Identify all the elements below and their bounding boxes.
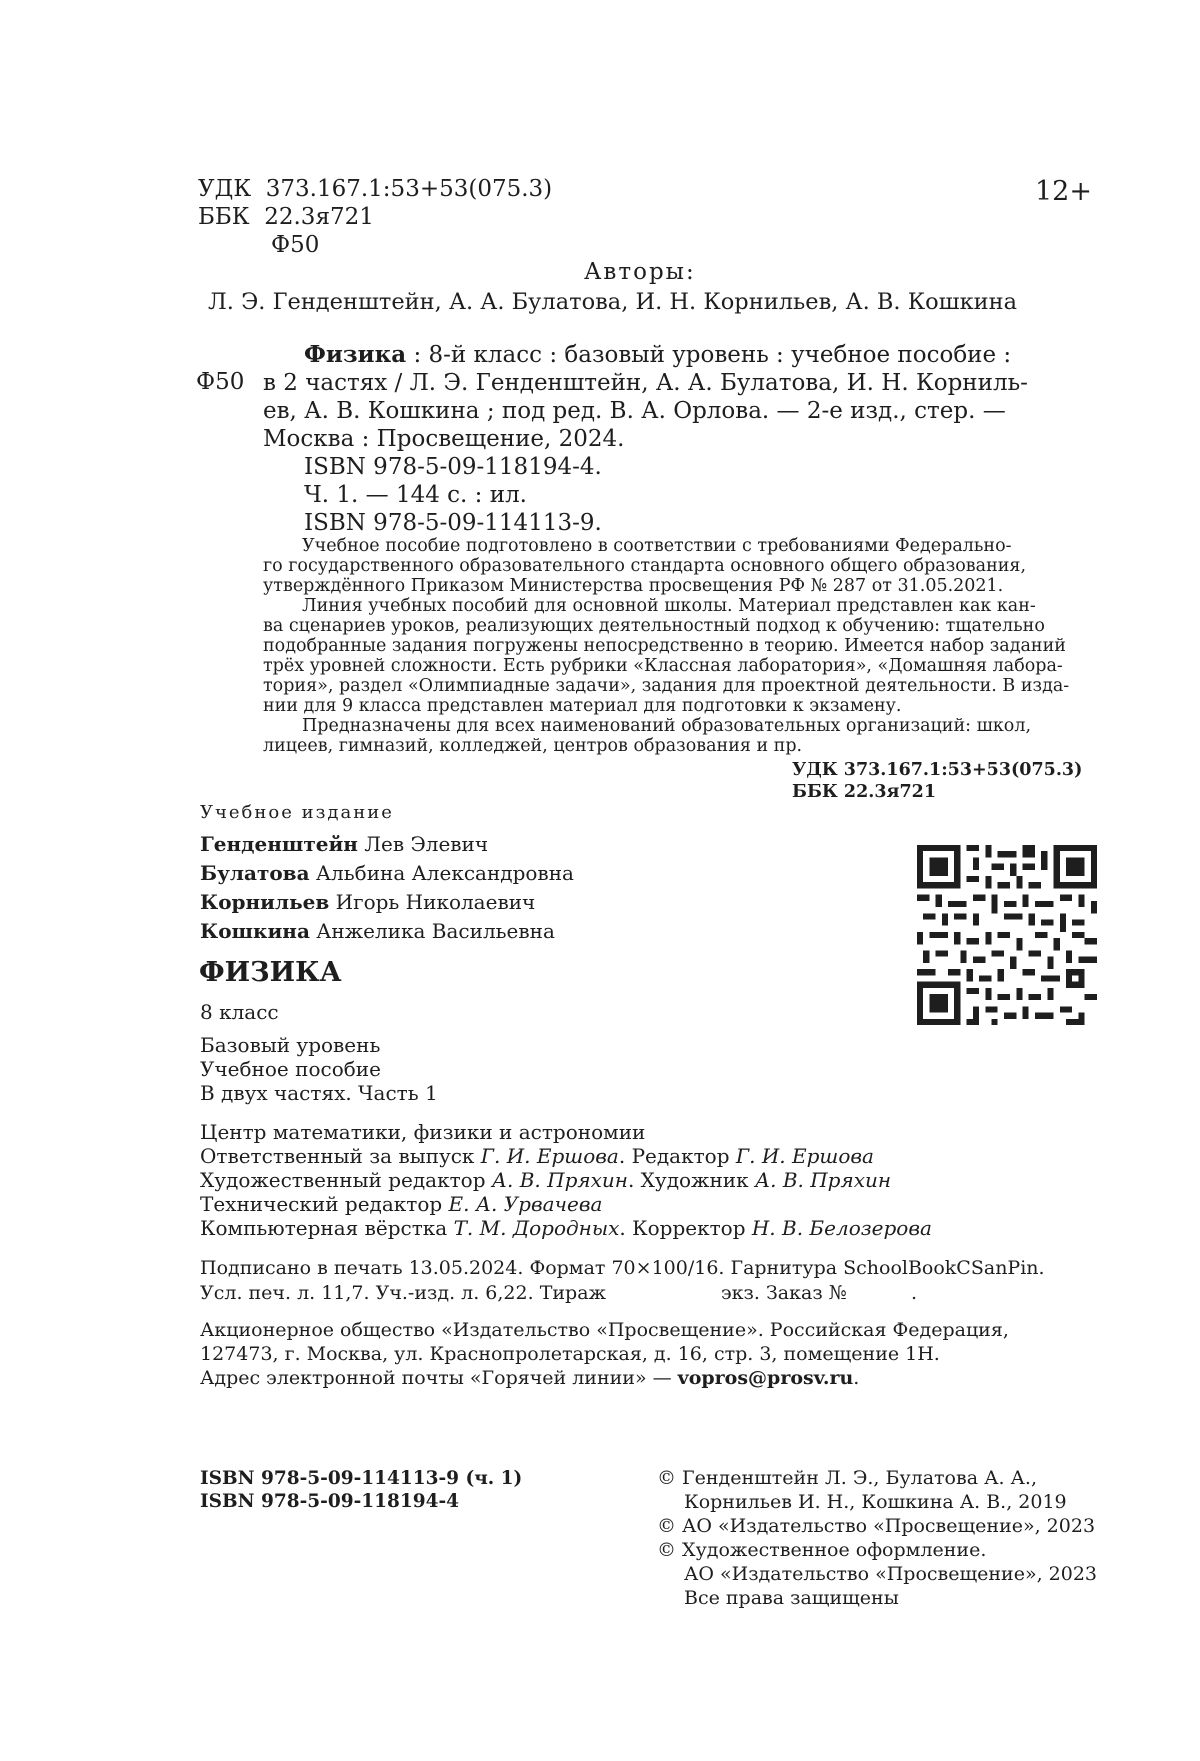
author-name: Анжелика Васильевна: [316, 919, 555, 943]
annot-p2-l4: трёх уровней сложности. Есть рубрики «Классная лаборатория», «Домашняя лабора-: [263, 656, 1063, 676]
author-row-4: [200, 919, 555, 944]
editor-label: . Редактор: [618, 1144, 736, 1168]
publisher-line3c: .: [853, 1367, 860, 1389]
corrector-name: Н. В. Белозерова: [751, 1216, 932, 1240]
print-line2: [200, 1281, 606, 1306]
annot-bbk: [792, 782, 936, 802]
udk-value: 373.167.1:53+53(075.3): [265, 176, 553, 202]
biblio-line2: в 2 частях / Л. Э. Генденштейн, А. А. Булатова, И. Н. Корниль-: [263, 370, 1028, 396]
copyright-1a: © Генденштейн Л. Э., Булатова А. А.,: [657, 1467, 1037, 1489]
biblio-line4: Москва : Просвещение, 2024.: [263, 426, 625, 452]
copyright-2: © АО «Издательство «Просвещение», 2023: [657, 1515, 1096, 1537]
book-level: Базовый уровень: [200, 1033, 381, 1057]
qr-code: [917, 845, 1097, 1025]
publisher-line1: Акционерное общество «Издательство «Просвещение». Российская Федерация,: [200, 1319, 1009, 1341]
publisher-line2: 127473, г. Москва, ул. Краснопролетарская, д. 16, стр. 3, помещение 1Н.: [200, 1343, 940, 1365]
author-surname: Булатова: [200, 861, 310, 885]
author-surname: Кошкина: [200, 919, 310, 943]
authors-label: Авторы:: [584, 259, 696, 285]
tech-name: Е. А. Урвачева: [448, 1192, 603, 1216]
copyright-3a: © Художественное оформление.: [657, 1539, 987, 1561]
copyright-3c: Все права защищены: [684, 1587, 899, 1609]
isbn-line1: [200, 1466, 522, 1491]
author-surname: Генденштейн: [200, 832, 358, 856]
biblio-line3: ев, А. В. Кошкина ; под ред. В. А. Орлова. — 2-е изд., стер. —: [263, 398, 1006, 424]
print-line2c: .: [911, 1282, 918, 1304]
resp-name: Г. И. Ершова: [480, 1144, 619, 1168]
author-row-1: [200, 832, 488, 857]
author-surname: Корнильев: [200, 890, 330, 914]
biblio-mark: Ф50: [196, 369, 245, 395]
isbn-line2: [200, 1489, 459, 1514]
art-editor-label: Художественный редактор: [200, 1168, 492, 1192]
annot-p3-l2: лицеев, гимназий, колледжей, центров образования и пр.: [263, 736, 803, 756]
udk-label: УДК: [198, 176, 252, 202]
age-rating: 12+: [1035, 176, 1092, 207]
layout-label: Компьютерная вёрстка: [200, 1216, 454, 1240]
art-editor-name: А. В. Пряхин: [491, 1168, 628, 1192]
credits-center: Центр математики, физики и астрономии: [200, 1120, 646, 1144]
annot-p1-l2: го государственного образовательного стандарта основного общего образования,: [263, 556, 1027, 576]
copyright-3b: АО «Издательство «Просвещение», 2023: [684, 1563, 1097, 1585]
print-line1: Подписано в печать 13.05.2024. Формат 70×100/16. Гарнитура SchoolBookCSanPin.: [200, 1257, 1045, 1279]
annot-p1-l1: Учебное пособие подготовлено в соответствии с требованиями Федерально-: [302, 536, 1012, 556]
biblio-line5: ISBN 978-5-09-118194-4.: [304, 454, 602, 480]
biblio-line1: [304, 341, 1094, 369]
hotline-email[interactable]: vopros@prosv.ru: [677, 1367, 854, 1389]
tech-label: Технический редактор: [200, 1192, 449, 1216]
annot-p2-l5: тория», раздел «Олимпиадные задачи», задания для проектной деятельности. В изда-: [263, 676, 1070, 696]
author-name: Альбина Александровна: [315, 861, 574, 885]
artist-name: А. В. Пряхин: [754, 1168, 892, 1192]
print-line2a: Усл. печ. л. 11,7. Уч.-изд. л. 6,22. Тираж: [200, 1282, 606, 1304]
bbk-label: ББК: [198, 204, 250, 230]
annot-udk: [792, 760, 1082, 780]
bbk-line: [198, 203, 374, 231]
author-row-2: [200, 861, 574, 886]
annot-p2-l2: ва сценариев уроков, реализующих деятельностный подход к обучению: тщательно: [263, 616, 1045, 636]
book-grade: 8 класс: [200, 1000, 279, 1024]
udk-line: [198, 175, 552, 203]
book-kind: Учебное пособие: [200, 1057, 381, 1081]
biblio-line6: Ч. 1. — 144 с. : ил.: [304, 482, 527, 508]
resp-label: Ответственный за выпуск: [200, 1144, 481, 1168]
annot-p2-l6: нии для 9 класса представлен материал для подготовки к экзамену.: [263, 696, 902, 716]
biblio-title: Физика: [304, 341, 407, 368]
edition-type: Учебное издание: [200, 802, 394, 823]
print-line2b: экз. Заказ №: [721, 1282, 847, 1304]
book-parts: В двух частях. Часть 1: [200, 1081, 438, 1105]
annot-p2-l1: Линия учебных пособий для основной школы. Материал представлен как кан-: [302, 596, 1036, 616]
author-name: Игорь Николаевич: [335, 890, 536, 914]
artist-label: . Художник: [627, 1168, 755, 1192]
copyright-1b: Корнильев И. Н., Кошкина А. В., 2019: [684, 1491, 1067, 1513]
author-row-3: [200, 890, 535, 915]
book-title: ФИЗИКА: [199, 957, 342, 988]
biblio-line7: ISBN 978-5-09-114113-9.: [304, 510, 602, 536]
author-mark: Ф50: [271, 232, 320, 258]
credits-layout: [200, 1216, 932, 1241]
author-name: Лев Элевич: [364, 832, 489, 856]
annot-bbk-text: ББК 22.3я721: [792, 782, 936, 802]
publisher-line3: [200, 1366, 859, 1391]
authors-names: Л. Э. Генденштейн, А. А. Булатова, И. Н. Корнильев, А. В. Кошкина: [208, 289, 1018, 315]
credits-responsible: [200, 1144, 874, 1169]
isbn-1: ISBN 978-5-09-114113-9 (ч. 1): [200, 1468, 523, 1489]
credits-tech: [200, 1192, 602, 1217]
bbk-value: 22.3я721: [264, 204, 374, 230]
publisher-line3a: Адрес электронной почты «Горячей линии» —: [200, 1367, 678, 1389]
isbn-2: ISBN 978-5-09-118194-4: [200, 1491, 460, 1512]
layout-name: Т. М. Дородных: [453, 1216, 620, 1240]
biblio-line1-text: : 8-й класс : базовый уровень : учебное пособие :: [406, 342, 1012, 368]
corrector-label: . Корректор: [619, 1216, 752, 1240]
annot-p1-l3: утверждённого Приказом Министерства просвещения РФ № 287 от 31.05.2021.: [263, 576, 1004, 596]
credits-art: [200, 1168, 891, 1193]
annot-udk-text: УДК 373.167.1:53+53(075.3): [792, 760, 1083, 780]
annot-p3-l1: Предназначены для всех наименований образовательных организаций: школ,: [302, 716, 1032, 736]
editor-name: Г. И. Ершова: [735, 1144, 874, 1168]
annot-p2-l3: подобранные задания погружены непосредственно в теорию. Имеется набор заданий: [263, 636, 1066, 656]
